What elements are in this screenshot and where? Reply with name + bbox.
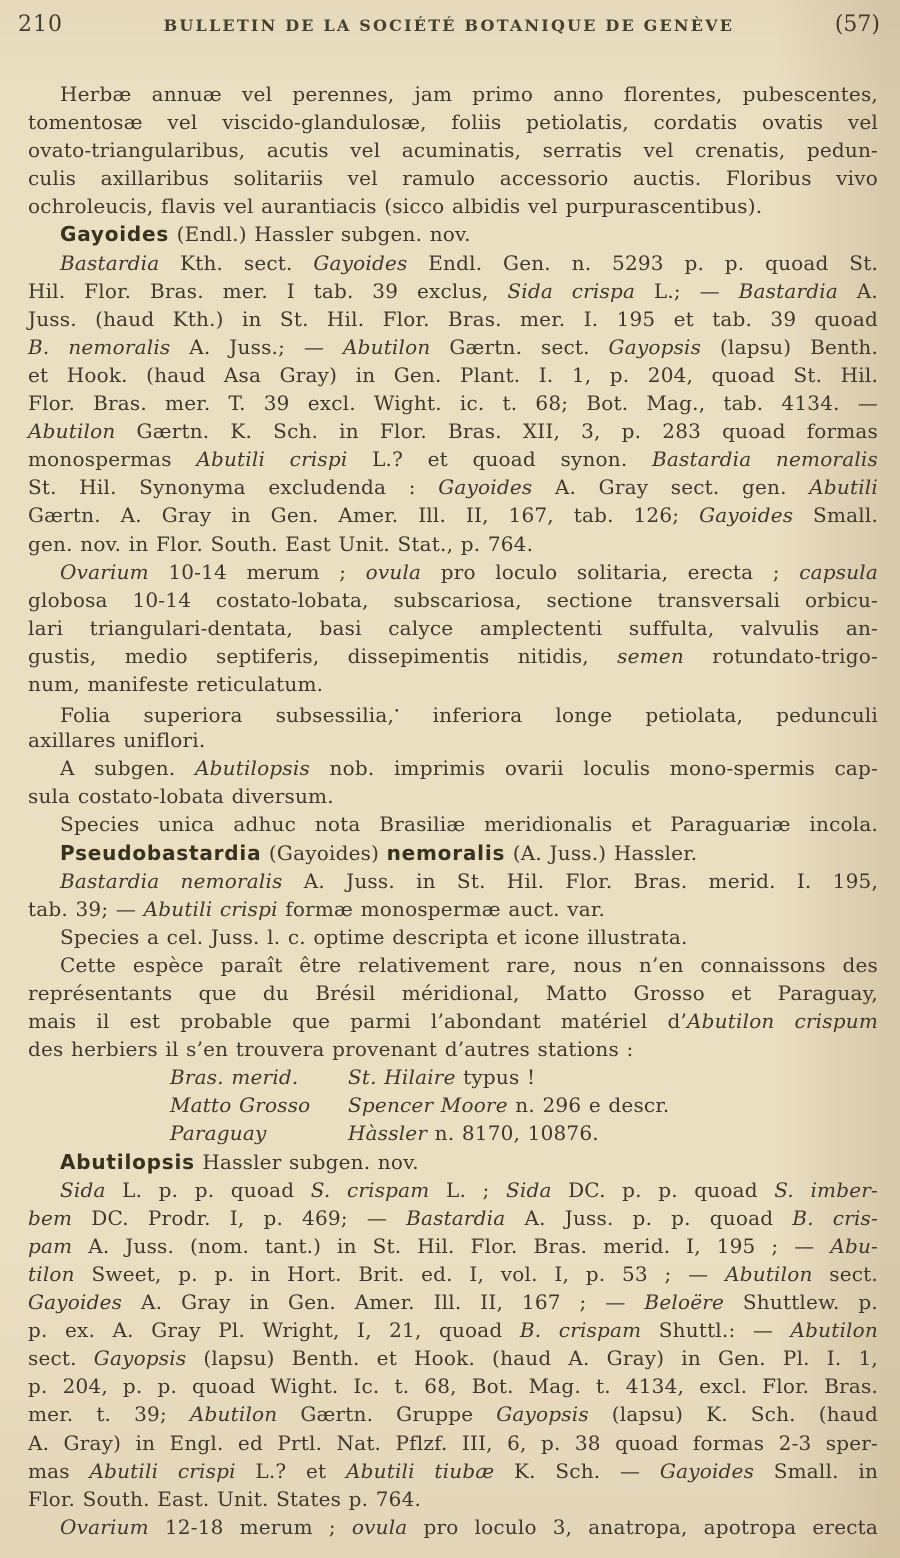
text-line: [28, 192, 878, 220]
text-run: Gærtn. K. Sch. in Flor. Bras. XII, 3, p. 283 quoad formas: [115, 419, 878, 444]
text-run: Kth. sect.: [159, 250, 314, 275]
text-run: culis axillaribus solitariis vel ramulo accessorio auctis. Floribus vivo: [28, 166, 878, 191]
text-line: [28, 1316, 878, 1344]
latin-name-italic: Bastardia: [406, 1205, 506, 1230]
text-run: 10-14 merum ;: [148, 559, 366, 584]
text-line: [28, 473, 878, 501]
text-run: A. Gray in Gen. Amer. Ill. II, 167 ; —: [122, 1290, 645, 1315]
text-run: Endl. Gen. n. 5293 p. p. quoad St.: [407, 250, 878, 275]
latin-name-italic: Ovarium: [60, 1514, 149, 1539]
latin-name-italic: pam: [28, 1233, 73, 1258]
text-run: ochroleucis, flavis vel aurantiacis (sicco albidis vel purpurascentibus).: [28, 194, 763, 219]
text-run: L. p. p. quoad: [105, 1177, 311, 1202]
text-line: [28, 558, 878, 586]
latin-name-italic: Gayopsis: [496, 1402, 589, 1427]
text-run: des herbiers il s’en trouvera provenant d’autres stations :: [28, 1037, 634, 1062]
text-line: [28, 277, 878, 305]
latin-name-italic: Gayoides: [313, 250, 408, 275]
text-line: [28, 80, 878, 108]
text-run: 12-18 merum ;: [148, 1514, 352, 1539]
latin-name-italic: S. crispam: [310, 1177, 430, 1202]
taxon-heading: nemoralis: [386, 840, 506, 865]
text-line: [28, 361, 878, 389]
text-run: sula costato-lobata diversum.: [28, 784, 334, 809]
text-run: A subgen.: [60, 756, 195, 781]
text-line: [28, 923, 878, 951]
text-line: [28, 782, 878, 810]
text-run: Gærtn. sect.: [430, 334, 609, 359]
latin-name-italic: Abutili crispi: [196, 447, 348, 472]
text-line: [28, 726, 878, 754]
text-line: [28, 1457, 878, 1485]
text-run: axillares uniflori.: [28, 728, 206, 753]
text-line: [28, 389, 878, 417]
text-run: lari triangulari-dentata, basi calyce amplectenti suffulta, valvulis an-: [28, 615, 878, 640]
text-run: p. 204, p. p. quoad Wight. Ic. t. 68, Bot. Mag. t. 4134, excl. Flor. Bras.: [28, 1374, 878, 1399]
text-line: [28, 642, 878, 670]
text-run: L. ;: [429, 1177, 506, 1202]
text-line: [28, 249, 878, 277]
text-run: Flor. South. East. Unit. States p. 764.: [28, 1486, 422, 1511]
text-line: [28, 530, 878, 558]
latin-name-italic: Abutilopsis: [195, 756, 310, 781]
latin-name-italic: Abutili: [809, 475, 879, 500]
text-run: A.: [838, 278, 878, 303]
text-line: [28, 220, 878, 248]
latin-name-italic: Abutilon: [28, 419, 116, 444]
taxon-heading: Gayoides: [60, 222, 170, 247]
text-line: [28, 1513, 878, 1541]
text-run: Small.: [793, 503, 878, 528]
text-run: pro loculo 3, anatropa, apotropa erecta: [407, 1514, 878, 1539]
text-run: représentants que du Brésil méridional, Matto Grosso et Paraguay,: [28, 981, 878, 1005]
text-run: pro loculo solitaria, erecta ;: [421, 559, 800, 584]
text-run: Gærtn. A. Gray in Gen. Amer. Ill. II, 167, tab. 126;: [28, 503, 700, 528]
text-line: [28, 839, 878, 867]
text-run: ovato-triangularibus, acutis vel acuminatis, serratis vel crenatis, pedun-: [28, 138, 878, 163]
text-run: Small. in: [754, 1458, 879, 1483]
latin-name-italic: St. Hilaire: [348, 1065, 456, 1090]
text-run: sect.: [28, 1346, 94, 1371]
text-run: sect.: [812, 1261, 878, 1286]
latin-name-italic: Abutilon: [342, 334, 431, 359]
text-run: A. Juss. (nom. tant.) in St. Hil. Flor. Bras. merid. I, 195 ; —: [72, 1233, 831, 1258]
page-number: 210: [18, 12, 63, 37]
text-line: [28, 586, 878, 614]
text-line: [28, 1372, 878, 1400]
text-run: Juss. (haud Kth.) in St. Hil. Flor. Bras. mer. I. 195 et tab. 39 quoad: [28, 306, 878, 331]
text-run: Sweet, p. p. in Hort. Brit. ed. I, vol. I, p. 53 ; —: [74, 1261, 726, 1286]
text-line: [28, 1007, 878, 1035]
text-run: (lapsu) K. Sch. (haud: [588, 1402, 878, 1427]
text-line: [28, 979, 878, 1007]
text-run: inferiora longe petiolata, pedunculi: [399, 703, 878, 728]
latin-name-italic: Abutilon: [189, 1402, 278, 1427]
latin-name-italic: Bastardia nemoralis: [60, 868, 283, 893]
text-run: Shuttl.: —: [641, 1318, 791, 1343]
text-line: [28, 1091, 878, 1119]
text-line: [28, 501, 878, 529]
text-run: typus !: [455, 1065, 536, 1090]
text-run: Hassler subgen. nov.: [194, 1149, 419, 1174]
text-run: Herbæ annuæ vel perennes, jam primo anno florentes, pubescentes,: [60, 82, 878, 106]
text-run: DC. Prodr. I, p. 469; —: [72, 1205, 407, 1230]
text-line: [28, 614, 878, 642]
latin-name-italic: Spencer Moore: [348, 1093, 508, 1118]
text-line: [28, 417, 878, 445]
latin-name-italic: Gayoides: [699, 503, 794, 528]
text-run: (lapsu) Benth.: [701, 334, 879, 359]
taxon-heading: Abutilopsis: [60, 1149, 195, 1174]
text-run: monospermas: [28, 447, 197, 472]
text-run: Gærtn. Gruppe: [277, 1402, 497, 1427]
text-line: [28, 333, 878, 361]
text-run: L.? et quoad synon.: [347, 447, 652, 472]
text-line: [28, 867, 878, 895]
latin-name-italic: tilon: [28, 1261, 75, 1286]
latin-name-italic: Beloëre: [644, 1290, 725, 1315]
text-run: mas: [28, 1458, 90, 1483]
text-run: L.? et: [235, 1458, 346, 1483]
text-run: Hil. Flor. Bras. mer. I tab. 39 exclus,: [28, 278, 508, 303]
latin-name-italic: Abutili crispi: [143, 896, 278, 921]
latin-name-italic: ovula: [365, 559, 422, 584]
text-line: [28, 1400, 878, 1428]
latin-name-italic: Gayoides: [28, 1290, 123, 1315]
text-run: A. Gray) in Engl. ed Prtl. Nat. Pflzf. III, 6, p. 38 quoad formas 2-3 sper-: [28, 1430, 878, 1455]
text-line: [28, 1485, 878, 1513]
issue-number: (57): [834, 12, 880, 37]
latin-name-italic: Sida: [505, 1177, 552, 1202]
text-run: A. Juss.; —: [170, 334, 343, 359]
text-line: [28, 305, 878, 333]
text-line: [28, 810, 878, 838]
text-line: [28, 445, 878, 473]
text-run: (Endl.) Hassler subgen. nov.: [169, 222, 471, 247]
latin-name-italic: Sida: [60, 1177, 106, 1202]
text-run: gen. nov. in Flor. South. East Unit. Stat., p. 764.: [28, 531, 534, 556]
text-line: [28, 1176, 878, 1204]
page-body-text: [0, 80, 900, 1541]
text-line: [28, 136, 878, 164]
text-run: Shuttlew. p.: [724, 1290, 878, 1315]
text-line: [28, 670, 878, 698]
latin-name-italic: semen: [617, 643, 684, 668]
latin-name-italic: B. nemoralis: [28, 334, 171, 359]
text-run: Flor. Bras. mer. T. 39 excl. Wight. ic. t. 68; Bot. Mag., tab. 4134. —: [28, 391, 878, 416]
text-line: [28, 1429, 878, 1457]
text-run: K. Sch. —: [494, 1458, 660, 1483]
text-line: [28, 951, 878, 979]
text-run: gustis, medio septiferis, dissepimentis nitidis,: [28, 643, 618, 668]
text-run: A. Juss. p. p. quoad: [505, 1205, 793, 1230]
text-line: [28, 1119, 878, 1147]
locality-column: Paraguay: [170, 1121, 267, 1146]
text-run: St. Hil. Synonyma excludenda :: [28, 475, 439, 500]
latin-name-italic: Gayoides: [438, 475, 533, 500]
text-run: n. 296 e descr.: [507, 1093, 670, 1118]
text-run: (lapsu) Benth. et Hook. (haud A. Gray) in Gen. Pl. I. 1,: [186, 1346, 878, 1371]
text-line: [28, 1344, 878, 1372]
locality-column: Matto Grosso: [170, 1093, 311, 1118]
text-line: [28, 164, 878, 192]
text-run: Cette espèce paraît être relativement rare, nous n’en connaissons des: [60, 952, 878, 977]
text-run: Species a cel. Juss. l. c. optime descripta et icone illustrata.: [60, 924, 688, 949]
latin-name-italic: Hàssler: [348, 1121, 428, 1146]
text-run: nob. imprimis ovarii loculis mono-spermis cap-: [309, 756, 878, 781]
latin-name-italic: B. crispam: [519, 1318, 642, 1343]
text-run: Species unica adhuc nota Brasiliæ meridionalis et Paraguariæ incola.: [60, 812, 878, 837]
text-run: A. Gray sect. gen.: [532, 475, 810, 500]
latin-name-italic: Abu-: [830, 1233, 878, 1258]
taxon-heading: Pseudobastardia: [60, 840, 262, 865]
latin-name-italic: Bastardia: [60, 250, 160, 275]
text-line: [28, 895, 878, 923]
latin-name-italic: Gayopsis: [93, 1346, 187, 1371]
text-line: [28, 108, 878, 136]
text-line: [28, 1232, 878, 1260]
text-line: [28, 1204, 878, 1232]
latin-name-italic: Sida crispa: [507, 278, 636, 303]
footnote-mark: •: [394, 707, 400, 718]
latin-name-italic: ovula: [351, 1514, 408, 1539]
text-line: [28, 754, 878, 782]
text-run: p. ex. A. Gray Pl. Wright, I, 21, quoad: [28, 1318, 520, 1343]
text-line: [28, 1063, 878, 1091]
latin-name-italic: Abutilon crispum: [687, 1009, 878, 1034]
text-run: et Hook. (haud Asa Gray) in Gen. Plant. I. 1, p. 204, quoad St. Hil.: [28, 362, 878, 387]
latin-name-italic: Abutilon: [790, 1318, 878, 1343]
text-run: (Gayoides): [261, 840, 387, 865]
text-run: tomentosæ vel viscido-glandulosæ, foliis petiolatis, cordatis ovatis vel: [28, 110, 878, 135]
latin-name-italic: Bastardia nemoralis: [652, 447, 878, 472]
text-run: n. 8170, 10876.: [427, 1121, 599, 1146]
page-header: [0, 0, 900, 37]
latin-name-italic: S. imber-: [774, 1177, 878, 1202]
text-run: Folia superiora subsessilia,: [60, 703, 395, 728]
text-line: [28, 1035, 878, 1063]
text-line: [28, 1260, 878, 1288]
text-run: formæ monospermæ auct. var.: [277, 896, 606, 921]
text-run: globosa 10-14 costato-lobata, subscariosa, sectione transversali orbicu-: [28, 587, 878, 612]
text-run: DC. p. p. quoad: [551, 1177, 775, 1202]
latin-name-italic: Bastardia: [738, 278, 838, 303]
text-run: L.; —: [635, 278, 739, 303]
text-line: [28, 1148, 878, 1176]
text-line: [28, 698, 878, 726]
latin-name-italic: bem: [28, 1205, 73, 1230]
latin-name-italic: Gayoides: [659, 1458, 755, 1483]
latin-name-italic: Abutili crispi: [89, 1458, 236, 1483]
latin-name-italic: B. cris-: [792, 1205, 878, 1230]
text-run: (A. Juss.) Hassler.: [505, 840, 698, 865]
latin-name-italic: Abutilon: [725, 1261, 813, 1286]
text-run: mer. t. 39;: [28, 1402, 190, 1427]
text-run: rotundato-trigo-: [683, 643, 878, 668]
text-run: num, manifeste reticulatum.: [28, 671, 324, 696]
locality-column: Bras. merid.: [170, 1065, 299, 1090]
text-run: tab. 39; —: [28, 896, 144, 921]
latin-name-italic: capsula: [799, 559, 878, 584]
text-run: A. Juss. in St. Hil. Flor. Bras. merid. I. 195,: [282, 868, 878, 893]
journal-title: BULLETIN DE LA SOCIÉTÉ BOTANIQUE DE GENÈVE: [163, 16, 735, 35]
latin-name-italic: Ovarium: [60, 559, 149, 584]
latin-name-italic: Gayopsis: [608, 334, 702, 359]
text-run: mais il est probable que parmi l’abondant matériel d’: [28, 1009, 688, 1034]
text-line: [28, 1288, 878, 1316]
latin-name-italic: Abutili tiubæ: [345, 1458, 495, 1483]
